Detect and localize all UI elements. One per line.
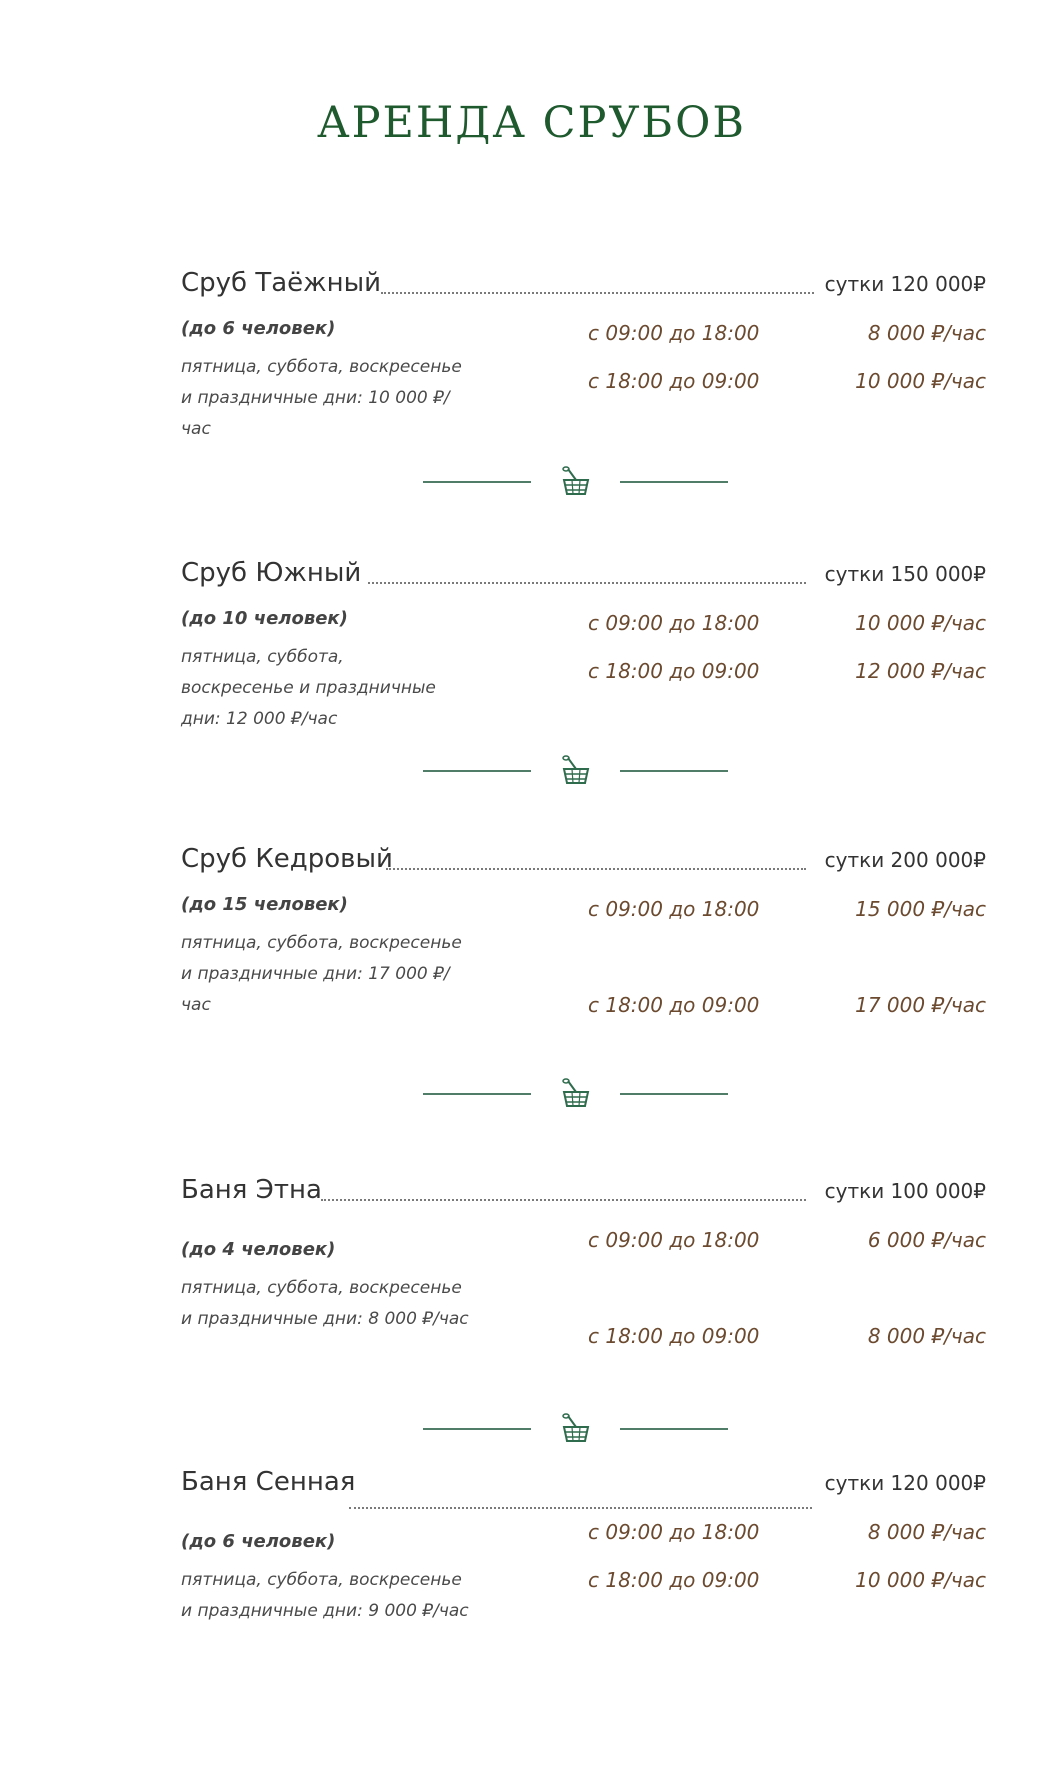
time-range: с 18:00 до 09:00 (588, 1568, 760, 1592)
rental-section-southern (181, 558, 986, 729)
time-range: с 09:00 до 18:00 (588, 321, 760, 345)
bucket-and-ladle-icon (560, 755, 592, 785)
dotted-leader (386, 868, 806, 870)
section-divider (423, 1078, 728, 1108)
bucket-and-ladle-icon (560, 1078, 592, 1108)
hourly-price: 8 000 ₽/час (867, 1324, 986, 1348)
capacity: (до 10 человек) (181, 608, 348, 629)
time-range: с 09:00 до 18:00 (588, 611, 760, 635)
hourly-price: 17 000 ₽/час (855, 993, 986, 1017)
divider-line (620, 1093, 728, 1095)
divider-line (423, 1428, 531, 1430)
time-range: с 09:00 до 18:00 (588, 1228, 760, 1252)
weekend-note: пятница, суббота, воскресенье и праздничные дни: 12 000 ₽/час (181, 647, 436, 729)
rental-section-etna (181, 1175, 986, 1348)
rental-section-taiga (181, 268, 986, 439)
day-price: сутки 150 000₽ (824, 562, 986, 586)
section-divider (423, 466, 728, 496)
rental-section-hay (181, 1467, 986, 1621)
hourly-price: 10 000 ₽/час (855, 1568, 986, 1592)
bucket-and-ladle-icon (560, 1413, 592, 1443)
day-price: сутки 200 000₽ (824, 848, 986, 872)
hourly-price: 10 000 ₽/час (855, 611, 986, 635)
section-name: Сруб Южный (181, 558, 362, 588)
capacity: (до 6 человек) (181, 318, 336, 339)
section-divider (423, 1413, 728, 1443)
hourly-price: 8 000 ₽/час (867, 1520, 986, 1544)
dotted-leader (381, 292, 814, 294)
dotted-leader (321, 1199, 806, 1201)
section-name: Сруб Кедровый (181, 844, 393, 874)
time-range: с 18:00 до 09:00 (588, 369, 760, 393)
weekend-note: пятница, суббота, воскресенье и праздничные дни: 9 000 ₽/час (181, 1570, 469, 1621)
hourly-price: 6 000 ₽/час (867, 1228, 986, 1252)
time-range: с 09:00 до 18:00 (588, 897, 760, 921)
capacity: (до 15 человек) (181, 894, 348, 915)
divider-line (620, 770, 728, 772)
time-range: с 18:00 до 09:00 (588, 1324, 760, 1348)
rental-section-cedar (181, 844, 986, 1017)
divider-line (423, 1093, 531, 1095)
day-price: сутки 120 000₽ (824, 272, 986, 296)
capacity: (до 4 человек) (181, 1239, 336, 1260)
day-price: сутки 100 000₽ (824, 1179, 986, 1203)
time-range: с 09:00 до 18:00 (588, 1520, 760, 1544)
hourly-price: 10 000 ₽/час (855, 369, 986, 393)
weekend-note: пятница, суббота, воскресенье и праздничные дни: 17 000 ₽/час (181, 933, 462, 1015)
weekend-note: пятница, суббота, воскресенье и праздничные дни: 10 000 ₽/час (181, 357, 462, 439)
hourly-price: 12 000 ₽/час (855, 659, 986, 683)
hourly-price: 15 000 ₽/час (855, 897, 986, 921)
section-name: Баня Сенная (181, 1467, 356, 1497)
time-range: с 18:00 до 09:00 (588, 993, 760, 1017)
section-divider (423, 755, 728, 785)
section-name: Баня Этна (181, 1175, 322, 1205)
day-price: сутки 120 000₽ (824, 1471, 986, 1495)
divider-line (423, 770, 531, 772)
hourly-price: 8 000 ₽/час (867, 321, 986, 345)
divider-line (423, 481, 531, 483)
page-title: АРЕНДА СРУБОВ (317, 98, 746, 148)
dotted-leader (368, 582, 806, 584)
divider-line (620, 481, 728, 483)
bucket-and-ladle-icon (560, 466, 592, 496)
time-range: с 18:00 до 09:00 (588, 659, 760, 683)
weekend-note: пятница, суббота, воскресенье и праздничные дни: 8 000 ₽/час (181, 1278, 469, 1329)
divider-line (620, 1428, 728, 1430)
dotted-leader (349, 1507, 812, 1509)
section-name: Сруб Таёжный (181, 268, 382, 298)
capacity: (до 6 человек) (181, 1531, 336, 1552)
